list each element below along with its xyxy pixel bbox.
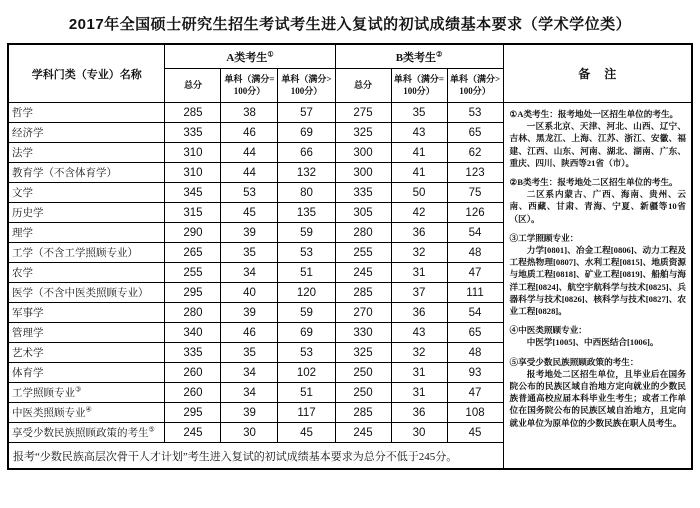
note-body: 二区系内蒙古、广西、海南、贵州、云南、西藏、甘肃、青海、宁夏、新疆等10省（区）。 (509, 189, 687, 224)
score-cell: 305 (335, 203, 391, 223)
score-cell: 80 (278, 183, 335, 203)
score-cell: 250 (335, 363, 391, 383)
score-cell: 39 (221, 303, 278, 323)
remarks-cell (503, 103, 692, 470)
subject-label: 经济学 (11, 128, 44, 139)
subject-cell (8, 323, 165, 343)
group-b-footnote-mark: ② (436, 49, 443, 58)
score-cell: 310 (165, 163, 221, 183)
subject-label: 教育学（不含体育学） (11, 168, 117, 179)
score-cell: 102 (278, 363, 335, 383)
note-title: ⑤享受少数民族照顾政策的考生： (509, 356, 639, 367)
score-cell: 45 (221, 203, 278, 223)
score-cell: 43 (391, 323, 447, 343)
score-cell: 126 (447, 203, 503, 223)
score-cell: 335 (335, 183, 391, 203)
group-a-footnote-mark: ① (267, 49, 274, 58)
score-cell: 245 (335, 263, 391, 283)
score-cell: 51 (278, 263, 335, 283)
col-header-group-a (165, 44, 335, 69)
note-body: 报考地处二区招生单位，且毕业后在国务院公布的民族区域自治地方定向就业的少数民族普通高校应届本科毕业生考生；或者工作单位在国务院公布的民族区域自治地方，且定向就业单位为原单位的少数民族在职人员考生。 (509, 368, 687, 428)
score-cell: 48 (447, 243, 503, 263)
subject-cell (8, 403, 165, 423)
score-cell: 111 (447, 283, 503, 303)
subject-cell (8, 223, 165, 243)
subject-cell (8, 303, 165, 323)
score-cell: 260 (165, 383, 221, 403)
subject-label: 工学（不含工学照顾专业） (11, 248, 138, 259)
subject-cell (8, 243, 165, 263)
col-header-b-total: 总分 (335, 69, 391, 103)
table-row (8, 103, 692, 123)
score-cell: 45 (447, 423, 503, 443)
score-cell: 69 (278, 123, 335, 143)
subject-cell (8, 163, 165, 183)
score-cell: 46 (221, 323, 278, 343)
score-cell: 51 (278, 383, 335, 403)
score-cell: 46 (221, 123, 278, 143)
score-cell: 53 (278, 243, 335, 263)
subject-cell (8, 203, 165, 223)
subject-cell (8, 383, 165, 403)
score-cell: 34 (221, 383, 278, 403)
score-cell: 65 (447, 323, 503, 343)
subject-label: 哲学 (11, 108, 33, 119)
score-cell: 36 (391, 403, 447, 423)
score-cell: 39 (221, 403, 278, 423)
score-cell: 310 (165, 143, 221, 163)
score-cell: 245 (335, 423, 391, 443)
table-body (8, 103, 692, 470)
score-cell: 315 (165, 203, 221, 223)
subject-label: 文学 (11, 188, 33, 199)
score-cell: 300 (335, 163, 391, 183)
score-cell: 285 (165, 103, 221, 123)
subject-label: 法学 (11, 148, 33, 159)
col-header-remarks: 备注 (503, 44, 692, 103)
score-cell: 295 (165, 283, 221, 303)
col-header-a-single-over100: 单科（满分>100分） (278, 69, 335, 103)
score-cell: 270 (335, 303, 391, 323)
score-cell: 250 (335, 383, 391, 403)
subject-label: 中医类照顾专业 (11, 408, 86, 419)
score-cell: 345 (165, 183, 221, 203)
score-cell: 255 (335, 243, 391, 263)
subject-footnote-mark: ⑤ (148, 425, 155, 434)
header-row-groups (8, 44, 692, 69)
score-cell: 41 (391, 143, 447, 163)
group-b-label: B类考生 (395, 51, 437, 64)
score-cell: 54 (447, 223, 503, 243)
score-cell: 62 (447, 143, 503, 163)
score-cell: 93 (447, 363, 503, 383)
subject-label: 医学（不含中医类照顾专业） (11, 288, 149, 299)
subject-cell (8, 123, 165, 143)
subject-cell (8, 143, 165, 163)
score-cell: 47 (447, 383, 503, 403)
subject-cell (8, 343, 165, 363)
score-cell: 34 (221, 363, 278, 383)
score-cell: 325 (335, 343, 391, 363)
score-cell: 330 (335, 323, 391, 343)
score-cell: 260 (165, 363, 221, 383)
col-header-group-b (335, 44, 503, 69)
score-cell: 31 (391, 363, 447, 383)
score-cell: 54 (447, 303, 503, 323)
score-cell: 39 (221, 223, 278, 243)
score-cell: 66 (278, 143, 335, 163)
score-cell: 35 (391, 103, 447, 123)
subject-label: 体育学 (11, 368, 44, 379)
note-body: 力学[0801]、冶金工程[0806]、动力工程及工程热物理[0807]、水利工程[0815]、地质资源与地质工程[0818]、矿业工程[0819]、船舶与海洋工程[0824]、航空宇航科学与技术[0825]、兵器科学与技术[0826]、核科学与技术[0827]、农业工程[0828]。 (509, 245, 687, 317)
score-cell: 280 (165, 303, 221, 323)
score-cell: 48 (447, 343, 503, 363)
col-header-a-total: 总分 (165, 69, 221, 103)
note-title: ③工学照顾专业： (509, 232, 579, 243)
subject-label: 艺术学 (11, 348, 44, 359)
score-cell: 275 (335, 103, 391, 123)
score-cell: 44 (221, 163, 278, 183)
note-title: ②B类考生：报考地处二区招生单位的考生。 (509, 177, 678, 188)
score-cell: 255 (165, 263, 221, 283)
subject-label: 农学 (11, 268, 33, 279)
score-cell: 31 (391, 263, 447, 283)
score-cell: 36 (391, 303, 447, 323)
score-cell: 37 (391, 283, 447, 303)
score-cell: 335 (165, 123, 221, 143)
note-body: 一区系北京、天津、河北、山西、辽宁、吉林、黑龙江、上海、江苏、浙江、安徽、福建、江西、山东、河南、湖北、湖南、广东、重庆、四川、陕西等21省（市）。 (509, 121, 687, 168)
score-cell: 132 (278, 163, 335, 183)
subject-cell (8, 363, 165, 383)
score-cell: 30 (221, 423, 278, 443)
note-title: ①A类考生：报考地处一区招生单位的考生。 (509, 109, 679, 119)
score-cell: 340 (165, 323, 221, 343)
score-cell: 123 (447, 163, 503, 183)
score-cell: 57 (278, 103, 335, 123)
score-cell: 290 (165, 223, 221, 243)
score-cell: 108 (447, 403, 503, 423)
note-body: 中医学[1005]、中西医结合[1006]。 (526, 337, 659, 348)
col-header-b-single-over100: 单科（满分>100分） (447, 69, 503, 103)
subject-label: 军事学 (11, 308, 44, 319)
score-cell: 47 (447, 263, 503, 283)
score-cell: 53 (221, 183, 278, 203)
score-cell: 36 (391, 223, 447, 243)
subject-cell (8, 183, 165, 203)
subject-label: 管理学 (11, 328, 44, 339)
subject-label: 享受少数民族照顾政策的考生 (11, 428, 149, 439)
score-cell: 59 (278, 303, 335, 323)
score-cell: 53 (278, 343, 335, 363)
score-cell: 41 (391, 163, 447, 183)
score-cell: 69 (278, 323, 335, 343)
subject-cell (8, 263, 165, 283)
score-cell: 295 (165, 403, 221, 423)
score-cell: 245 (165, 423, 221, 443)
score-cell: 35 (221, 243, 278, 263)
score-cell: 42 (391, 203, 447, 223)
col-header-b-single100: 单科（满分=100分） (391, 69, 447, 103)
note-title: ④中医类照顾专业： (509, 325, 587, 336)
group-a-label: A类考生 (226, 51, 268, 64)
score-cell: 75 (447, 183, 503, 203)
subject-label: 理学 (11, 228, 33, 239)
score-cell: 280 (335, 223, 391, 243)
subject-cell (8, 103, 165, 123)
score-cell: 32 (391, 343, 447, 363)
subject-footnote-mark: ③ (74, 385, 82, 394)
subject-label: 工学照顾专业 (11, 388, 75, 399)
score-cell: 53 (447, 103, 503, 123)
score-cell: 285 (335, 403, 391, 423)
score-cell: 32 (391, 243, 447, 263)
score-cell: 300 (335, 143, 391, 163)
score-cell: 135 (278, 203, 335, 223)
score-cell: 117 (278, 403, 335, 423)
subject-footnote-mark: ④ (85, 405, 92, 414)
col-header-a-single100: 单科（满分=100分） (221, 69, 278, 103)
score-cell: 44 (221, 143, 278, 163)
score-cell: 43 (391, 123, 447, 143)
subject-cell (8, 423, 165, 443)
page-title: 2017年全国硕士研究生招生考试考生进入复试的初试成绩基本要求（学术学位类） (68, 16, 632, 33)
score-cell: 50 (391, 183, 447, 203)
score-cell: 285 (335, 283, 391, 303)
score-cell: 65 (447, 123, 503, 143)
score-cell: 34 (221, 263, 278, 283)
footer-note: 报考“少数民族高层次骨干人才计划”考生进入复试的初试成绩基本要求为总分不低于245分。 (8, 443, 503, 470)
score-cell: 35 (221, 343, 278, 363)
score-cell: 31 (391, 383, 447, 403)
score-cell: 335 (165, 343, 221, 363)
score-cell: 120 (278, 283, 335, 303)
table-header (8, 44, 692, 103)
score-requirements-table (7, 43, 693, 470)
subject-cell (8, 283, 165, 303)
score-cell: 40 (221, 283, 278, 303)
score-cell: 265 (165, 243, 221, 263)
score-cell: 45 (278, 423, 335, 443)
subject-label: 历史学 (11, 208, 44, 219)
col-header-subject: 学科门类（专业）名称 (8, 44, 165, 103)
score-cell: 38 (221, 103, 278, 123)
score-cell: 325 (335, 123, 391, 143)
score-cell: 59 (278, 223, 335, 243)
score-cell: 30 (391, 423, 447, 443)
